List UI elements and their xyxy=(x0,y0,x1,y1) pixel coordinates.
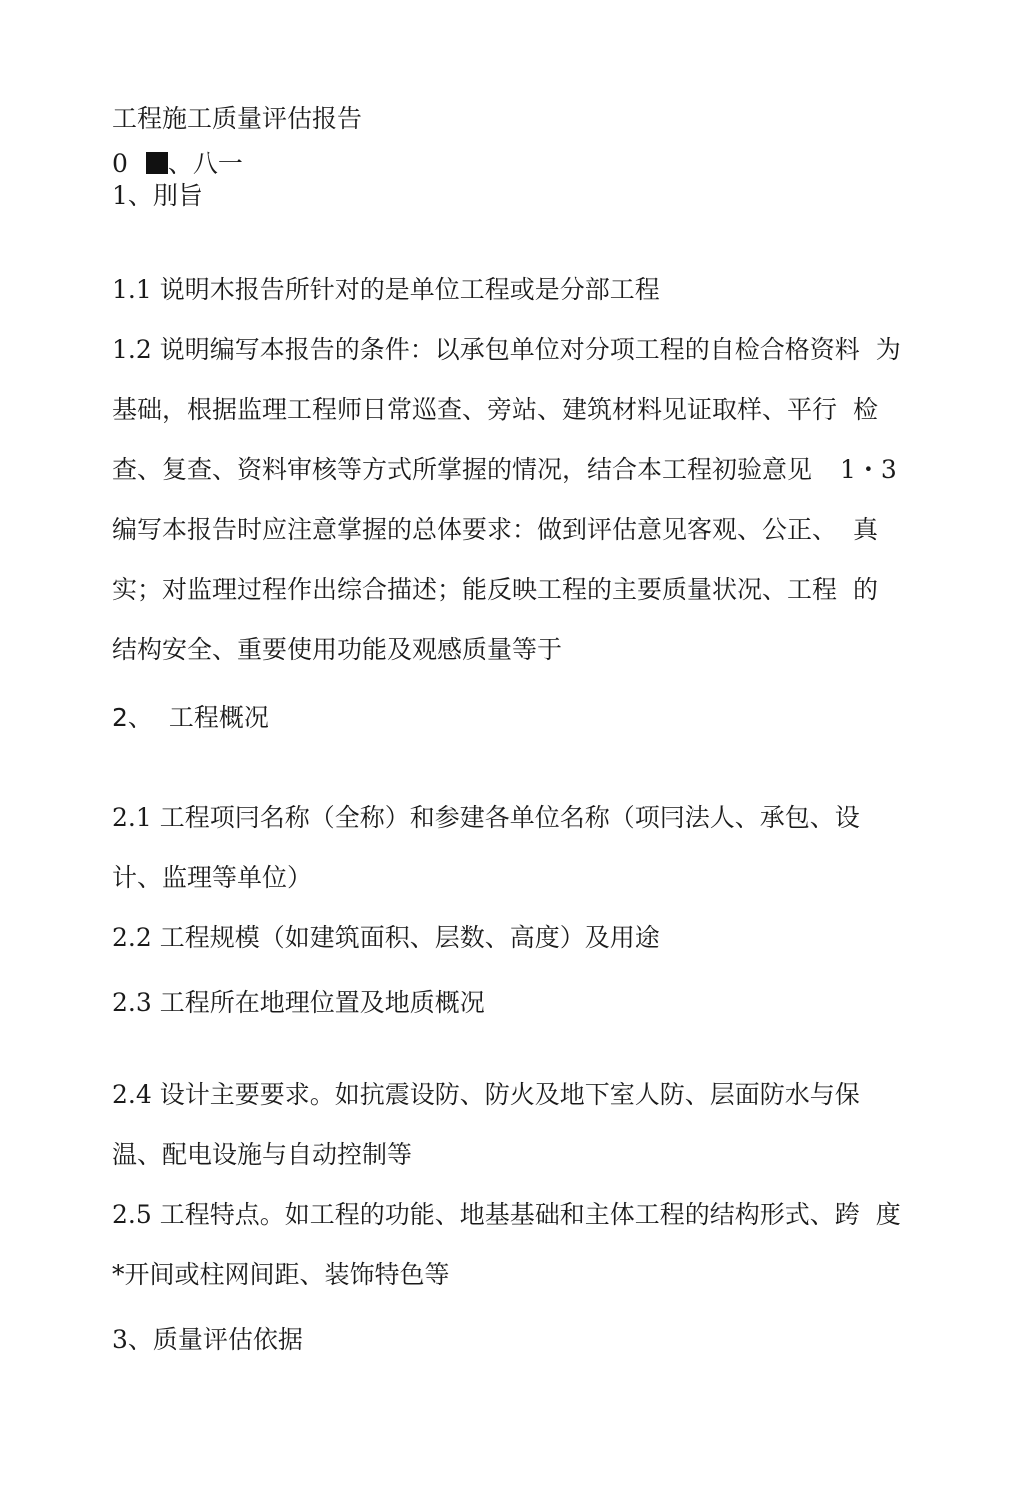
section-2-heading xyxy=(112,703,269,733)
text-segment: 1・3 xyxy=(840,455,897,484)
text-segment: 基础，根据监理工程师日常巡查、旁站、建筑材料见证取样、平行 xyxy=(112,395,838,424)
paragraph-1-3-line-3: 结构安全、重要使用功能及观感质量等于 xyxy=(112,635,563,664)
paragraph-2-4-line-2: 温、配电设施与自动控制等 xyxy=(112,1140,413,1169)
paragraph-1-2-line-1 xyxy=(112,335,901,365)
black-square-icon xyxy=(146,152,168,174)
paragraph-1-3-line-2 xyxy=(112,575,878,605)
text-segment: 编写本报告时应注意掌握的总体要求：做到评估意见客观、公正、 xyxy=(112,515,838,544)
text-segment: 为 xyxy=(875,335,901,364)
paragraph-2-5-line-2: *开间或柱网间距、装饰特色等 xyxy=(112,1260,450,1289)
paragraph-2-3: 2.3 工程所在地理位置及地质概况 xyxy=(112,988,485,1017)
text-segment: 的 xyxy=(853,575,879,604)
section-1-heading: 1、刖旨 xyxy=(112,181,203,210)
heading-prefix: 0 xyxy=(112,149,128,178)
paragraph-2-5-line-1 xyxy=(112,1200,901,1230)
paragraph-1-2-line-2 xyxy=(112,395,878,425)
text-segment: 2.5 工程特点。如工程的功能、地基基础和主体工程的结构形式、跨 xyxy=(112,1200,860,1229)
text-segment: 1.2 说明编写本报告的条件：以承包单位对分项工程的自检合格资料 xyxy=(112,335,860,364)
text-segment: 查、复查、资料审核等方式所掌握的情况，结合本工程初验意见 xyxy=(112,455,813,484)
heading-suffix: 、八一 xyxy=(167,149,243,178)
paragraph-2-2: 2.2 工程规模（如建筑面积、层数、高度）及用途 xyxy=(112,923,660,952)
paragraph-1-3-line-1 xyxy=(112,515,878,545)
text-segment: 实；对监理过程作出综合描述；能反映工程的主要质量状况、工程 xyxy=(112,575,838,604)
paragraph-1-1: 1.1 说明木报告所针对的是单位工程或是分部工程 xyxy=(112,275,660,304)
section-3-heading: 3、质量评估依据 xyxy=(112,1325,303,1354)
text-segment: 度 xyxy=(875,1200,901,1229)
text-segment: 检 xyxy=(853,395,879,424)
paragraph-2-1-line-2: 计、监理等单位） xyxy=(112,863,313,892)
section-2-number: 2、 xyxy=(112,703,153,732)
section-2-title: 工程概况 xyxy=(168,703,269,732)
paragraph-2-4-line-1: 2.4 设计主要要求。如抗震设防、防火及地下室人防、层面防水与保 xyxy=(112,1080,860,1109)
heading-line-garbled xyxy=(112,149,243,179)
paragraph-2-1-line-1: 2.1 工程项冃名称（全称）和参建各单位名称（项冃法人、承包、设 xyxy=(112,803,860,832)
paragraph-1-2-line-3 xyxy=(112,455,897,485)
text-segment: 真 xyxy=(853,515,879,544)
report-title: 工程施工质量评估报告 xyxy=(112,104,363,133)
